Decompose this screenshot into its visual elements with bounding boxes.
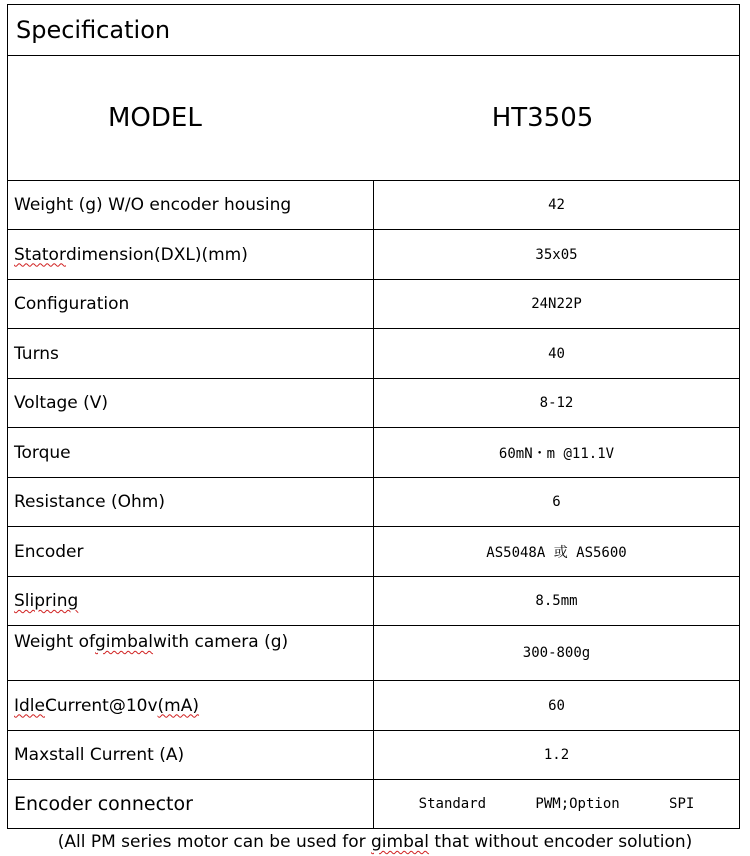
- spec-label-text: Weight of: [14, 632, 96, 652]
- spell-check-word: (mA): [157, 695, 200, 716]
- spec-value: 40: [548, 345, 565, 362]
- spell-check-word: Slipring: [14, 591, 79, 611]
- spec-value: 1.2: [543, 747, 570, 763]
- spec-value: 35x05: [535, 246, 578, 263]
- spec-value: 6: [552, 494, 561, 510]
- model-value: HT3505: [491, 103, 594, 133]
- spec-label: Encoder: [8, 527, 374, 576]
- connector-option: SPI: [669, 796, 695, 812]
- spec-label: Voltage (V): [8, 379, 374, 427]
- specification-table: [7, 4, 740, 829]
- connector-option: PWM;Option: [535, 796, 620, 812]
- spec-label: [8, 230, 374, 279]
- table-row: [8, 681, 739, 731]
- spec-label: Maxstall Current (A): [8, 731, 374, 779]
- table-row: [8, 230, 739, 280]
- table-row: [8, 428, 739, 478]
- spec-value: 300-800g: [522, 645, 591, 661]
- spec-label: Resistance (Ohm): [8, 478, 374, 526]
- spec-label: [8, 577, 374, 625]
- footnote: [0, 832, 750, 852]
- connector-option: Standard: [418, 796, 487, 812]
- table-row: [8, 280, 739, 329]
- spell-check-word: gimbal: [371, 832, 430, 852]
- spec-label: [8, 626, 374, 680]
- table-row: [8, 181, 739, 230]
- table-row: [8, 731, 739, 780]
- model-row: [8, 56, 739, 181]
- spec-value: 60: [548, 697, 565, 714]
- spec-value: 8.5mm: [535, 593, 578, 609]
- table-row: [8, 527, 739, 577]
- spec-label: Torque: [8, 428, 374, 477]
- footnote-text: (All PM series motor can be used for: [57, 832, 372, 852]
- table-row: [8, 780, 739, 828]
- spell-check-word: gimbal: [95, 632, 154, 652]
- spec-label: Encoder connector: [8, 780, 374, 828]
- connector-values: [374, 780, 739, 828]
- table-row: [8, 478, 739, 527]
- spec-label-text: Current@10v: [45, 695, 158, 716]
- spec-value: 8-12: [539, 395, 574, 411]
- spec-label: [8, 681, 374, 730]
- footnote-text: that without encoder solution): [429, 832, 693, 852]
- table-row: [8, 379, 739, 428]
- table-row: [8, 329, 739, 379]
- spec-label: Turns: [8, 329, 374, 378]
- table-row: [8, 626, 739, 681]
- spec-label-text: dimension(DXL)(mm): [65, 244, 248, 265]
- model-label: MODEL: [108, 103, 202, 133]
- spec-value: 60mN・m @11.1V: [498, 445, 615, 462]
- spec-label-text: with camera (g): [153, 632, 289, 652]
- table-title: Specification: [8, 5, 739, 56]
- spec-label: Weight (g) W/O encoder housing: [8, 181, 374, 229]
- spec-label: Configuration: [8, 280, 374, 328]
- spell-check-word: Idle: [14, 695, 45, 716]
- spec-value: AS5048A 或 AS5600: [486, 544, 627, 561]
- table-row: [8, 577, 739, 626]
- spell-check-word: Stator: [14, 244, 66, 265]
- spec-value: 24N22P: [531, 296, 582, 312]
- spec-value: 42: [548, 197, 565, 213]
